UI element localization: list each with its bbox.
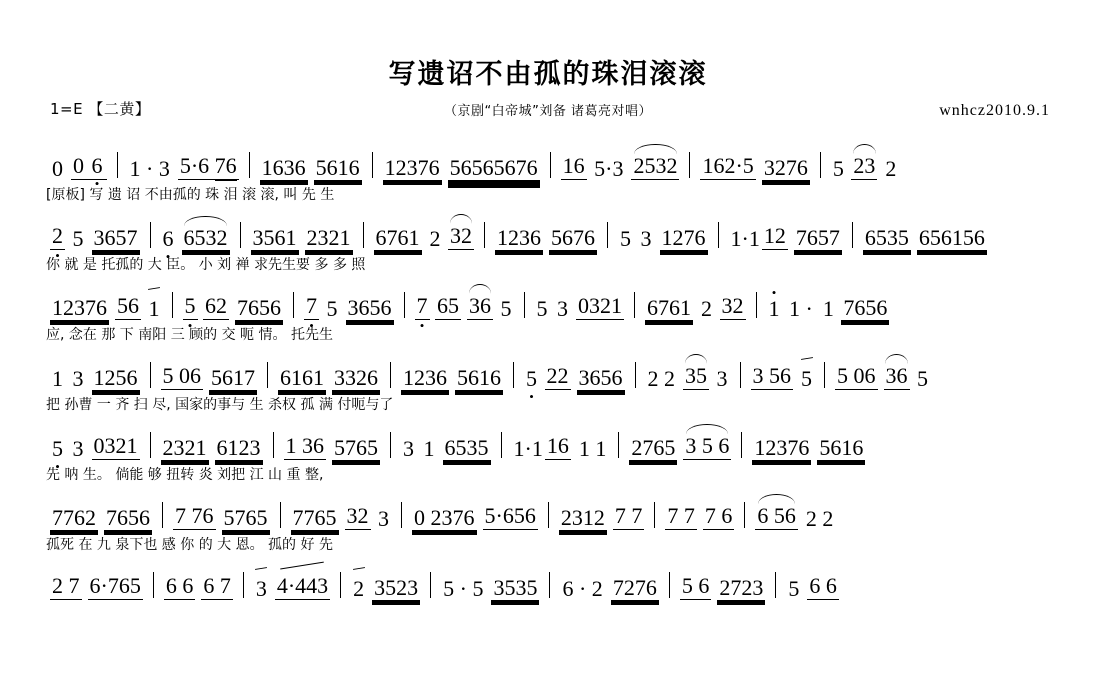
note-group: 12376: [52, 294, 107, 320]
note-group: 2321: [306, 224, 351, 250]
note: 6 •: [161, 227, 176, 250]
barline: [153, 572, 154, 598]
note: 1: [148, 295, 160, 321]
measure: [46, 506, 156, 530]
note-group: 2723: [719, 574, 764, 600]
barline: [372, 152, 373, 178]
measure: [557, 154, 684, 180]
note-group: 0 2376: [414, 504, 475, 530]
note: 5 · 5: [443, 575, 484, 601]
measure: [287, 504, 396, 530]
note-group: 6123: [216, 434, 261, 460]
note-group: 36: [467, 294, 493, 320]
note: 5 •: [50, 437, 65, 460]
note-group: 4·443: [275, 574, 330, 600]
note-group: 2321: [162, 434, 207, 460]
measure: [46, 294, 166, 320]
note-group: 3561: [252, 224, 297, 250]
measure: [347, 576, 424, 600]
note-group: 16: [545, 434, 571, 460]
note: 2: [701, 295, 712, 321]
measure: [782, 574, 843, 600]
barline: [549, 572, 550, 598]
barline: [243, 572, 244, 598]
measure: [408, 504, 542, 530]
note: 1 · 3: [129, 155, 170, 181]
note: 5·3: [594, 155, 624, 181]
note-group: 5765: [223, 504, 268, 530]
note-group: 2 7: [50, 574, 82, 600]
measure: [661, 504, 738, 530]
measure: [556, 576, 662, 600]
note: 3: [378, 505, 389, 531]
barline: [150, 362, 151, 388]
measure: [157, 436, 267, 460]
note-group: 32: [345, 504, 371, 530]
measure: [696, 154, 813, 180]
note: 5: [326, 295, 338, 321]
measure: [625, 434, 735, 460]
note: 0: [52, 155, 63, 181]
note-group: 7 76: [173, 504, 216, 530]
note-group: 7 7: [665, 504, 697, 530]
notation-line: [46, 560, 1052, 600]
note: 5: [832, 155, 844, 181]
note-group: 7 6: [703, 504, 735, 530]
measure: [555, 504, 649, 530]
barline: [607, 222, 608, 248]
barline: [280, 502, 281, 528]
barline: [430, 572, 431, 598]
note-group: 3 5 6: [683, 434, 731, 460]
note: 2: [885, 155, 897, 181]
barline: [741, 432, 742, 458]
note-group: 1276: [661, 224, 706, 250]
measure: [531, 294, 629, 320]
note: 2: [353, 575, 365, 601]
note-group: 7657: [795, 224, 840, 250]
measure: [169, 504, 274, 530]
measure: [763, 294, 894, 320]
note-group: 3326: [334, 364, 378, 390]
barline: [501, 432, 502, 458]
system-row: [46, 350, 1052, 418]
note-group: 1636: [261, 154, 306, 180]
note: 3: [640, 225, 652, 251]
lyrics-line: 你 就 是 托孤的 大 臣。 小 刘 禅 求先生要 多 多 照: [46, 257, 366, 273]
note-group: 16: [561, 154, 587, 180]
note-group: 6761: [375, 224, 420, 250]
note-group: 5616: [819, 434, 864, 460]
measure: [397, 366, 507, 390]
measure: [411, 294, 518, 320]
note-group: 32: [720, 294, 746, 320]
subtitle: （京剧“白帝城”刘备 诸葛亮对唱）: [443, 104, 653, 119]
note: 3: [716, 365, 728, 391]
note-group: 6761: [647, 294, 691, 320]
note-group: 7762: [52, 504, 96, 530]
measure: [641, 294, 750, 320]
note-group: 5·656: [483, 504, 538, 530]
system-row: [46, 210, 1052, 278]
note-group: 3523: [374, 574, 419, 600]
note-group: 0321: [576, 294, 624, 320]
measure: [397, 434, 495, 460]
measure: [751, 504, 839, 530]
notation-line: [46, 420, 1052, 460]
note-group: 1256: [93, 364, 138, 390]
system-row: [46, 140, 1052, 208]
barline: [775, 572, 776, 598]
barline: [162, 502, 163, 528]
note-group: 6 6: [164, 574, 196, 600]
barline: [249, 152, 250, 178]
note: 5: [536, 295, 548, 321]
note-group: 12: [762, 224, 788, 250]
notation-line: [46, 140, 1052, 180]
note: 5: [788, 575, 800, 601]
note: 5: [917, 365, 928, 391]
measure: [256, 156, 366, 180]
barline: [390, 362, 391, 388]
barline: [117, 152, 118, 178]
barline: [689, 152, 690, 178]
note-group: 5 6: [680, 574, 712, 600]
note-group: 3 56: [751, 364, 794, 390]
note-group: 1 36: [284, 434, 327, 460]
note-group: 5 06: [835, 364, 878, 390]
barline: [718, 222, 719, 248]
note: 3: [72, 365, 84, 391]
note: 1·1: [513, 435, 543, 461]
note-group: 6·765: [88, 574, 143, 600]
note-group: 56: [115, 294, 141, 320]
barline: [363, 222, 364, 248]
note: 1·1: [730, 225, 760, 251]
measure: [179, 294, 288, 320]
page-title: 写遗诏不由孤的珠泪滚滚: [388, 59, 708, 90]
measure: [831, 364, 934, 390]
system-row: [46, 560, 1052, 600]
barline: [820, 152, 821, 178]
system-row: [46, 490, 1052, 558]
note-group: 7765: [292, 504, 337, 530]
lyrics-line: 应, 念在 那 下 南阳 三 顾的 交 呃 情。 托先生: [46, 327, 333, 343]
notation-line: [46, 280, 1052, 320]
note-group: 5765: [334, 434, 378, 460]
measure: [437, 576, 543, 600]
note-group: 6 56: [755, 504, 798, 530]
measure: [46, 154, 111, 180]
note: 5: [620, 225, 631, 251]
barline: [550, 152, 551, 178]
notation-line: [46, 210, 1052, 250]
barline: [404, 292, 405, 318]
note-group: 22: [545, 364, 571, 390]
note-group: 3535: [493, 574, 538, 600]
note-group: 12376: [384, 154, 440, 180]
measure: [46, 364, 144, 390]
note: 6 · 2: [562, 575, 603, 601]
lyrics-line: 先 呐 生。 倘能 够 扭转 炎 刘把 江 山 重 整,: [46, 467, 324, 483]
note: 1: [52, 365, 63, 391]
note: 5: [72, 225, 84, 251]
note: 1 ·: [789, 295, 813, 321]
note-group: 36: [884, 364, 910, 390]
note-group: 5616: [315, 154, 360, 180]
note-group: 2312: [560, 504, 605, 530]
note-group: 3656: [578, 364, 623, 390]
note: 2 •: [50, 224, 65, 250]
note: 1: [822, 295, 834, 321]
note-group: 7656: [237, 294, 281, 320]
barline: [484, 222, 485, 248]
note-group: 35: [683, 364, 709, 390]
note-group: 6 6: [807, 574, 839, 600]
barline: [150, 222, 151, 248]
note: 2 2: [647, 365, 675, 391]
barline: [293, 292, 294, 318]
music-staff: [46, 140, 1052, 602]
note: 3: [557, 295, 568, 321]
note-group: 6535: [444, 434, 489, 460]
measure: [46, 224, 144, 250]
note: 7 •: [304, 294, 319, 320]
note-group: 6 7: [201, 574, 233, 600]
measure: [747, 364, 819, 390]
measure: [274, 366, 384, 390]
key-signature: 1=E 【二黄】: [50, 100, 151, 118]
barline: [267, 362, 268, 388]
barline: [740, 362, 741, 388]
note: 3: [72, 435, 84, 461]
note: 2: [429, 225, 441, 251]
note: 5: [801, 365, 812, 391]
lyrics-line: 把 孙曹 一 齐 扫 尽, 国家的事与 生 杀权 孤 满 付呃与了: [46, 397, 394, 413]
note: • 1: [767, 297, 782, 320]
barline: [654, 502, 655, 528]
measure: [676, 574, 770, 600]
note-group: 56565676: [449, 154, 538, 180]
note-group: 656156: [918, 224, 985, 250]
barline: [744, 502, 745, 528]
barline: [150, 432, 151, 458]
note-group: 32: [448, 224, 474, 250]
measure: [520, 364, 629, 390]
note-group: 5676: [551, 224, 595, 250]
measure: [725, 224, 846, 250]
barline: [240, 222, 241, 248]
measure: [508, 434, 613, 460]
note-group: 1236: [497, 224, 541, 250]
notation-line: [46, 490, 1052, 530]
measure: [859, 226, 991, 250]
measure: [157, 226, 234, 250]
measure: [491, 226, 601, 250]
measure: [300, 294, 398, 320]
note: 3: [255, 575, 267, 601]
note-group: 12376: [754, 434, 810, 460]
system-row: [46, 420, 1052, 488]
barline: [524, 292, 525, 318]
barline: [390, 432, 391, 458]
note-group: 5 06: [161, 364, 204, 390]
note: 5 •: [524, 367, 539, 390]
barline: [401, 502, 402, 528]
barline: [513, 362, 514, 388]
barline: [273, 432, 274, 458]
measure: [614, 224, 712, 250]
note-group: 6161: [280, 364, 324, 390]
note-group: 162·5: [700, 154, 755, 180]
measure: [124, 154, 243, 180]
note-group: 3657: [93, 224, 138, 250]
note-group: 7276: [612, 574, 657, 600]
barline: [756, 292, 757, 318]
note-group: 23: [851, 154, 877, 180]
measure: [160, 574, 237, 600]
note-group: 7 7: [613, 504, 645, 530]
measure: [247, 226, 357, 250]
note-group: 5·6 76: [178, 154, 239, 180]
note: 7 •: [415, 294, 430, 320]
measure: [827, 154, 903, 180]
measure: [250, 574, 334, 600]
note-group: 65: [435, 294, 461, 320]
barline: [340, 572, 341, 598]
note-group: 7656: [843, 294, 888, 320]
note-group: 6532: [183, 224, 228, 250]
measure: [642, 364, 734, 390]
note-group: 3276: [763, 154, 808, 180]
note-group: 1236: [403, 364, 447, 390]
note: 6 •: [90, 154, 105, 177]
measure: [280, 434, 385, 460]
lyrics-line: [原板] 写 遗 诏 不由孤的 珠 泪 滚 滚, 叫 先 生: [46, 187, 335, 203]
barline: [669, 572, 670, 598]
note: 5: [500, 295, 512, 321]
barline: [618, 432, 619, 458]
note-group: 6535: [864, 224, 909, 250]
measure: [748, 436, 869, 460]
note-group: 0321: [92, 434, 140, 460]
lyrics-line: 孤死 在 九 泉下也 感 你 的 大 恩。 孤的 好 先: [46, 537, 333, 553]
measure: [157, 364, 262, 390]
note: 5 •: [183, 294, 198, 320]
note: 1 1: [578, 435, 607, 461]
system-row: [46, 280, 1052, 348]
note: 1: [423, 435, 435, 461]
measure: [46, 434, 144, 460]
note-group: 7656: [106, 504, 150, 530]
note-group: 5616: [457, 364, 501, 390]
notation-line: [46, 350, 1052, 390]
document-code: wnhcz2010.9.1: [939, 102, 1050, 119]
note: 3: [403, 435, 414, 461]
note-group: 0 6 •: [71, 154, 107, 180]
note-group: 3656: [347, 294, 392, 320]
barline: [548, 502, 549, 528]
note-group: 2532: [631, 154, 679, 180]
measure: [370, 224, 479, 250]
note: 2 2: [805, 505, 834, 531]
barline: [635, 362, 636, 388]
barline: [852, 222, 853, 248]
note-group: 5617: [211, 364, 255, 390]
barline: [824, 362, 825, 388]
note-group: 62: [203, 294, 229, 320]
measure: [46, 574, 147, 600]
note-group: 2765: [631, 434, 676, 460]
measure: [379, 156, 544, 180]
barline: [172, 292, 173, 318]
barline: [634, 292, 635, 318]
